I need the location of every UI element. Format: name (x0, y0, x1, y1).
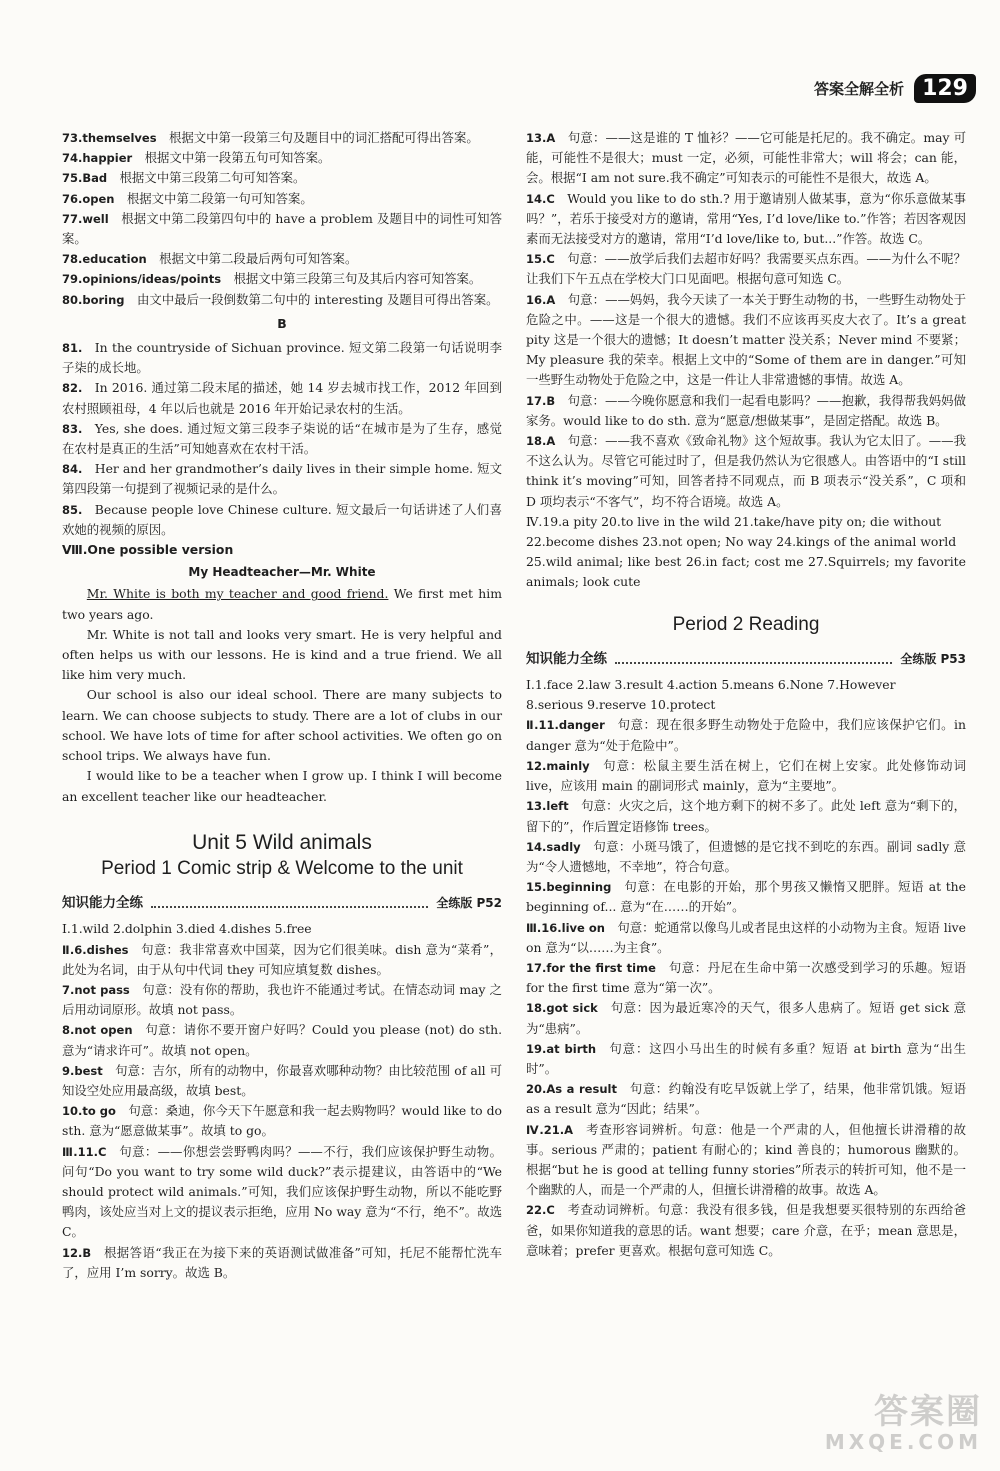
answer-explanation: 句意：我非常喜欢中国菜，因为它们很美味。dish 意为“菜肴”，此处为名词，由于从句中代词 they 可知应填复数 dishes。 (62, 941, 502, 977)
answer-explanation: 句意：约翰没有吃早饭就上学了，结果，他非常饥饿。短语 as a result 意为“因此；结果”。 (526, 1081, 967, 1117)
answer-entry (62, 1101, 502, 1141)
answer-number: 8.not open (62, 1023, 133, 1038)
answer-number: 82. (62, 381, 83, 396)
answer-explanation: 根据文中第一段第三句及题目中的词汇搭配可得出答案。 (168, 130, 479, 145)
answer-list (526, 715, 966, 1260)
answer-number: 13.A (526, 131, 556, 145)
answer-entry (62, 940, 502, 980)
answer-entry (526, 796, 966, 836)
essay-paragraph: I would like to be a teacher when I grow up. I think I will become an excellent teacher like our headteacher. (62, 768, 502, 804)
answer-entry (526, 958, 966, 998)
answer-number: 16.A (526, 292, 556, 307)
answer-number: 80.boring (62, 292, 125, 307)
answer-list (62, 940, 502, 1283)
essay-paragraph: Our school is also our ideal school. There are many subjects to learn. We can choose subjects to study. There are a lot of clubs in our school. We have lots of time for after school activities. We often go on school trips. We always have fun. (62, 687, 502, 764)
essay-paragraph: Mr. White is not tall and looks very smart. He is very helpful and often helps us with our lessons. He is kind and a true friend. We all like him very much. (62, 626, 502, 683)
essay-body (62, 584, 502, 806)
answer-list (62, 338, 502, 540)
answer-explanation: Yes, she does. 通过短文第三段李子柒说的话“在城市是为了生存，感觉在农村是真正的生活”可知她喜欢在农村干活。 (62, 420, 502, 457)
answer-entry (526, 837, 966, 877)
period-title: Period 1 Comic strip & Welcome to the unit (101, 857, 463, 879)
answer-explanation: 句意：松鼠主要生活在树上，它们在树上安家。此处修饰动词 live，应该用 main 的副词形式 mainly，意为“主要地”。 (526, 757, 966, 794)
answer-entry (526, 189, 966, 250)
answer-number: 12.mainly (526, 758, 590, 773)
answer-explanation: 考查形容词辨析。句意：他是一个严肃的人，但他擅长讲滑稽的故事。serious 严肃的；patient 有耐心的；kind 善良的；humorous 幽默的。根据“but he is good at telling funny stories”所表示的转折可知，他不是一个幽默的人，而是一个严肃的人，但擅长讲滑稽的故事。故选 A。 (526, 1121, 967, 1198)
answer-number: 75.Bad (62, 171, 108, 186)
answer-line: Ⅰ.1.wild 2.dolphin 3.died 4.dishes 5.free (62, 921, 312, 937)
section-label: 知识能力全练 (526, 650, 607, 667)
answer-number: 22.C (526, 1203, 555, 1218)
answer-explanation: 句意：这四小马出生的时候有多重？短语 at birth 意为“出生时”。 (526, 1040, 966, 1076)
left-column (62, 128, 502, 1283)
answer-number: 19.at birth (526, 1041, 597, 1056)
answer-explanation: 句意：——妈妈，我今天读了一本关于野生动物的书，一些野生动物处于危险之中。——这是一个很大的遗憾。我们不应该再买皮大衣了。It’s a great pity 这是一个很大的遗憾；It doesn’t matter 没关系；Never mind 不要紧；My pleasure 我的荣幸。根据上文中的“Some of them are in danger.”可知一些野生动物处于危险之中，这是一件让人非常遗憾的事情。故选 A。 (526, 291, 966, 388)
answer-explanation: 句意：丹尼在生命中第一次感受到学习的乐趣。短语 for the first time 意为“第一次”。 (526, 959, 967, 996)
answer-number: 14.sadly (526, 839, 581, 854)
answer-line: Ⅰ.1.face 2.law 3.result 4.action 5.means 6.None 7.However (526, 677, 896, 693)
answer-line: 8.serious 9.reserve 10.protect (526, 697, 716, 713)
unit-title: Unit 5 Wild animals (192, 830, 372, 854)
answer-entry (62, 1142, 502, 1243)
answer-number: Ⅲ.16.live on (526, 920, 605, 935)
answer-entry (62, 148, 502, 168)
answer-explanation: In the countryside of Sichuan province. 短文第二段第一句话说明李子柒的成长地。 (62, 340, 502, 376)
answer-entry (526, 918, 966, 958)
answer-entry (526, 1039, 966, 1079)
answer-explanation: 句意：蛇通常以像鸟儿或者昆虫这样的小动物为主食。短语 live on 意为“以……为主食”。 (526, 919, 967, 955)
answer-entry (526, 1200, 966, 1261)
answer-explanation: 句意：现在很多野生动物处于危险中，我们应该保护它们。in danger 意为“处于危险中”。 (526, 717, 966, 753)
answer-explanation: Would you like to do sth.? 用于邀请别人做某事，意为“你乐意做某事吗？”，若乐于接受对方的邀请，常用“Yes, I’d love/like to.”作答；若因客观因素而无法接受对方的邀请，常用“I’d love/like to, but...”作答。故选 C。 (526, 190, 966, 247)
answer-number: 76.open (62, 191, 115, 206)
answer-explanation: 考查动词辨析。句意：我没有很多钱，但是我想要买很特别的东西给爸爸，如果你知道我的意思的话。want 想要；care 介意，在乎；mean 意思是，意味着；prefer 更喜欢。根据句意可知选 C。 (526, 1202, 966, 1258)
answer-explanation: 根据文中第三段第二句可知答案。 (119, 170, 306, 186)
page-number: 129 (914, 74, 976, 103)
answer-entry (526, 756, 966, 796)
answer-entry (62, 459, 502, 499)
section-bar (62, 893, 502, 913)
answer-number: Ⅱ.11.danger (526, 718, 605, 733)
essay-title: My Headteacher—Mr. White (188, 565, 376, 580)
answer-number: 18.A (526, 434, 556, 449)
answer-line: Ⅳ.19.a pity 20.to live in the wild 21.take/have pity on; die without (526, 513, 942, 529)
answer-number: Ⅱ.6.dishes (62, 942, 129, 957)
answer-entry (62, 290, 502, 310)
answer-number: 81. (62, 341, 83, 356)
answer-explanation: 句意：火灾之后，这个地方剩下的树不多了。此处 left 意为“剩下的，留下的”，作后置定语修饰 trees。 (526, 798, 966, 834)
answer-explanation: 句意：——我不喜欢《致命礼物》这个短故事。我认为它太旧了。——我不这么认为。尽管它可能过时了，但是我仍然认为它很感人。由答语中的“I still think it’s moving”可知，回答者持不同观点，而 B 项表示“没关系”，C 项和 D 项均表示“不客气”，均不符合语境。故选 A。 (526, 433, 966, 509)
section-bar (526, 649, 966, 669)
answer-list (526, 128, 966, 512)
watermark-text: 答案圈 (874, 1392, 982, 1432)
answer-entry (526, 391, 966, 431)
answer-entry (526, 249, 966, 289)
answer-explanation: 根据文中第三段第三句及其后内容可知答案。 (233, 271, 482, 287)
answer-entry (62, 1061, 502, 1101)
section-label: 知识能力全练 (62, 895, 143, 912)
answer-explanation: 句意：因为最近寒冷的天气，很多人患病了。短语 get sick 意为“患病”。 (526, 1000, 966, 1036)
answer-number: 83. (62, 421, 83, 436)
answer-number: Ⅲ.11.C (62, 1144, 107, 1159)
answer-explanation: 句意：吉尔，所有的动物中，你最喜欢哪种动物？由比较范围 of all 可知设空处应用最高级，故填 best。 (62, 1062, 502, 1098)
answer-number: 78.education (62, 252, 147, 267)
answer-entry (526, 1079, 966, 1119)
answer-number: 18.got sick (526, 1001, 598, 1016)
answer-explanation: 句意：小斑马饿了，但遗憾的是它找不到吃的东西。副词 sadly 意为“令人遗憾地，不幸地”，符合句意。 (526, 838, 966, 874)
answer-entry (526, 290, 966, 391)
answer-number: 12.B (62, 1245, 92, 1260)
header-title: 答案全解全析 (814, 80, 905, 98)
answer-explanation: 根据文中第二段第四句中的 have a problem 及题目中的词性可知答案。 (62, 210, 502, 247)
answer-explanation: 句意：请你不要开窗户好吗？Could you please (not) do sth. 意为“请求许可”。故填 not open。 (62, 1022, 503, 1058)
answer-entry (62, 500, 502, 540)
answer-number: 9.best (62, 1063, 103, 1078)
answer-number: 84. (62, 462, 83, 477)
answer-number: 20.As a result (526, 1082, 617, 1097)
watermark-logo (824, 1392, 982, 1457)
answer-number: 85. (62, 502, 83, 517)
answer-line: 25.wild animal; like best 26.in fact; cost me 27.Squirrels; my favorite animals; look cute (526, 554, 966, 590)
answer-entry (526, 715, 966, 755)
answer-entry (62, 1243, 502, 1283)
answer-explanation: 句意：在电影的开始，那个男孩又懒惰又肥胖。短语 at the beginning of... 意为“在……的开始”。 (526, 879, 966, 915)
answer-entry (62, 269, 502, 289)
answer-entry (62, 338, 502, 378)
answer-explanation: Her and her grandmother’s daily lives in their simple home. 短文第四段第一句提到了视频记录的是什么。 (62, 461, 502, 497)
section-tag: 全练版 P53 (900, 651, 966, 666)
answer-explanation: 句意：——今晚你愿意和我们一起看电影吗？——抱歉，我得帮我妈妈做家务。would like to do sth. 意为“愿意/想做某事”，是固定搭配。故选 B。 (526, 392, 966, 428)
answer-explanation: 句意：——你想尝尝野鸭肉吗？——不行，我们应该保护野生动物。问句“Do you want to try some wild duck?”表示提建议，由答语中的“We should protect wild animals.”可知，我们应该保护野生动物，所以不能吃野鸭肉，该处应当对上文的提议表示拒绝，应用 No way 意为“不行，绝不”。故选 C。 (62, 1143, 502, 1240)
answer-number: 7.not pass (62, 982, 130, 997)
answer-list (62, 128, 502, 310)
page-header (814, 74, 976, 103)
answer-number: 15.beginning (526, 880, 612, 895)
answer-explanation: 句意：——这是谁的 T 恤衫？——它可能是托尼的。我不确定。may 可能，可能性不是很大；must 一定，必须，可能性非常大；will 将会；can 能，会。根据“I am not sure.我不确定”可知表示的可能性不是很大，故选 A。 (526, 130, 966, 186)
answer-entry (62, 419, 502, 459)
watermark-url: MXQE.COM (824, 1430, 982, 1454)
answer-number: 79.opinions/ideas/points (62, 272, 222, 287)
answer-entry (526, 998, 966, 1038)
answer-number: 14.C (526, 191, 555, 206)
answer-entry (62, 378, 502, 418)
answer-entry (526, 877, 966, 917)
answer-entry (526, 431, 966, 512)
answer-explanation: 根据文中第一段第五句可知答案。 (144, 150, 331, 166)
period-title: Period 2 Reading (672, 613, 820, 635)
essay-sentence: We first met him two years ago. (62, 586, 502, 622)
answer-explanation: Because people love Chinese culture. 短文最后一句话讲述了人们喜欢她的视频的原因。 (62, 501, 502, 537)
essay-underlined-sentence: Mr. White is both my teacher and good friend. (86, 586, 389, 602)
answer-entry (62, 1020, 502, 1060)
answer-explanation: 句意：没有你的帮助，我也许不能通过考试。在情态动词 may 之后用动词原形。故填 not pass。 (62, 981, 502, 1018)
answer-entry (526, 128, 966, 189)
answer-number: 74.happier (62, 151, 133, 166)
answer-line: 22.become dishes 23.not open; No way 24.kings of the animal world (526, 534, 957, 550)
answer-number: Ⅳ.21.A (526, 1122, 574, 1137)
answer-number: 77.well (62, 211, 109, 226)
answer-number: 17.for the first time (526, 960, 656, 975)
dotted-leader (615, 654, 892, 664)
answer-explanation: 根据文中第二段第一句可知答案。 (126, 190, 313, 206)
dotted-leader (151, 898, 428, 908)
answer-entry (62, 209, 502, 249)
answer-entry (62, 189, 502, 209)
answer-number: 13.left (526, 799, 569, 814)
answer-number: 73.themselves (62, 131, 157, 145)
answer-explanation: 根据文中第二段最后两句可知答案。 (159, 251, 358, 267)
section-tag: 全练版 P52 (436, 896, 502, 911)
answer-explanation: In 2016. 通过第二段末尾的描述，她 14 岁去城市找工作，2012 年回到农村照顾祖母，4 年以后也就是 2016 年开始记录农村的生活。 (62, 380, 502, 416)
answer-entry (62, 168, 502, 188)
answer-explanation: 由文中最后一段倒数第二句中的 interesting 及题目可得出答案。 (136, 291, 499, 307)
answer-number: 17.B (526, 393, 556, 408)
right-column (526, 128, 966, 1261)
section-viii-heading: Ⅷ.One possible version (62, 542, 234, 558)
answer-entry (526, 1120, 966, 1201)
answer-explanation: 句意：桑迪，你今天下午愿意和我一起去购物吗？would like to do sth. 意为“愿意做某事”。故填 to go。 (62, 1103, 502, 1139)
essay-paragraph (62, 584, 502, 624)
answer-number: 10.to go (62, 1104, 116, 1119)
answer-entry (62, 128, 502, 148)
answer-entry (62, 980, 502, 1020)
answer-number: 15.C (526, 252, 555, 267)
answer-explanation: 句意：——放学后我们去超市好吗？我需要买点东西。——为什么不呢？让我们下午五点在学校大门口见面吧。根据句意可知选 C。 (526, 251, 966, 287)
section-b-heading: B (277, 315, 287, 331)
answer-entry (62, 249, 502, 269)
answer-explanation: 根据答语“我正在为接下来的英语测试做准备”可知，托尼不能帮忙洗车了，应用 I’m sorry。故选 B。 (62, 1244, 502, 1280)
